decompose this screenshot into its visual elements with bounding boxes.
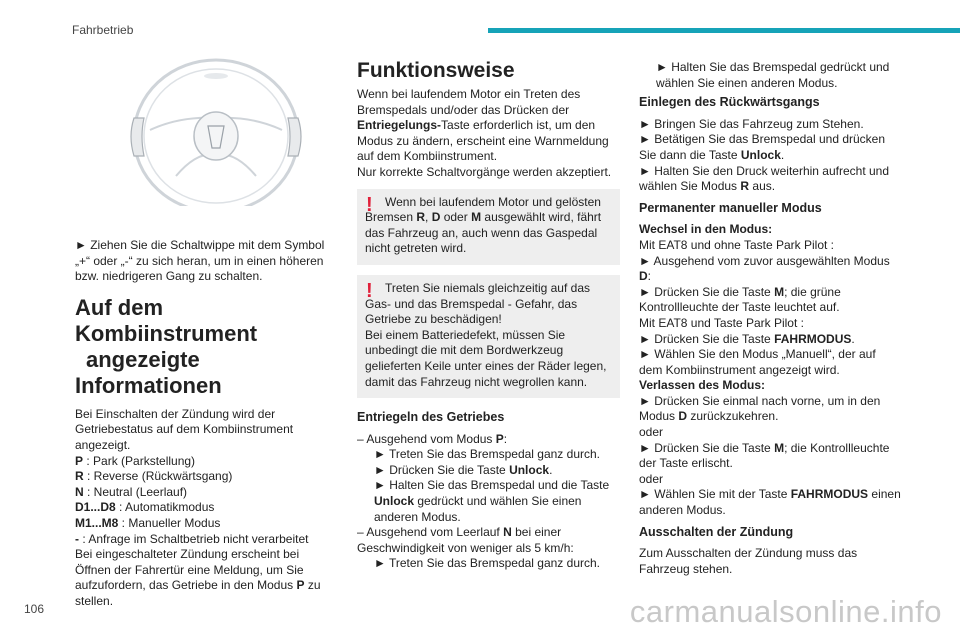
from-mode-p: – Ausgehend vom Modus P: bbox=[357, 431, 508, 446]
leave-step-3: ► Wählen Sie mit der Taste FAHRMODUS einen anderen Modus. bbox=[639, 487, 901, 518]
right-paddle bbox=[288, 118, 301, 156]
leave-label: Verlassen des Modus: bbox=[639, 378, 766, 393]
warning-box-2: ! Treten Sie niemals gleichzeitig auf das Gas- und das Bremspedal - Gefahr, das Getriebe zu beschädigen! Bei einem Batteriedefekt, müssen Sie unbedingt die mit dem Bordwerkzeug gelieferten Keile unter eines der Räder legen, damit das Fahrzeug nicht wegrollen kann. bbox=[357, 275, 620, 398]
watermark: carmanualsonline.info bbox=[629, 594, 942, 629]
heading-unlock-gearbox: Entriegeln des Getriebes bbox=[357, 410, 505, 425]
mode-item-dash: - : Anfrage im Schaltbetrieb nicht verarbeitet bbox=[75, 531, 309, 546]
or-text-1: oder bbox=[639, 425, 664, 440]
reverse-step-3: ► Halten Sie den Druck weiterhin aufrecht und wählen Sie Modus R aus. bbox=[639, 163, 890, 194]
manual-step-1: ► Ausgehend vom zuvor ausgewählten Modus D: bbox=[639, 253, 890, 284]
column-left bbox=[75, 238, 330, 610]
leave-step-2: ► Drücken Sie die Taste M; die Kontrollleuchte der Taste erlischt. bbox=[639, 440, 890, 471]
eat8-no-park: Mit EAT8 und ohne Taste Park Pilot : bbox=[639, 237, 834, 252]
eat8-park: Mit EAT8 und Taste Park Pilot : bbox=[639, 315, 804, 330]
left-paddle bbox=[131, 118, 144, 156]
heading-reverse: Einlegen des Rückwärtsgangs bbox=[639, 95, 820, 110]
or-text-2: oder bbox=[639, 471, 664, 486]
functionality-text: Wenn bei laufendem Motor ein Treten des Bremspedals und/oder das Drücken der Entriegelungs-Taste erforderlich ist, um den Modus zu ändern, erscheint eine Warnmeldung auf dem Kombiinstrument. Nur korrekte Schaltvorgänge werden akzeptiert. bbox=[357, 87, 612, 179]
column-right bbox=[639, 60, 901, 577]
reverse-step-2: ► Betätigen Sie das Bremspedal und drücken Sie dann die Taste Unlock. bbox=[639, 132, 886, 162]
steering-wheel-paddles-icon bbox=[120, 56, 320, 206]
switch-label: Wechsel in den Modus: bbox=[639, 222, 773, 237]
warning-box-1: ! Wenn bei laufendem Motor und gelösten Bremsen R, D oder M ausgewählt wird, fährt das Fahrzeug an, auch wenn das Gaspedal nicht getreten wird. bbox=[357, 189, 620, 265]
mode-item-d: D1...D8 : Automatikmodus bbox=[75, 500, 215, 515]
ignition-text: Zum Ausschalten der Zündung muss das Fahrzeug stehen. bbox=[639, 546, 858, 576]
mode-item-r: R : Reverse (Rückwärtsgang) bbox=[75, 469, 233, 484]
unlock-step-1: ► Treten Sie das Bremspedal ganz durch. bbox=[374, 447, 600, 462]
leave-step-1: ► Drücken Sie einmal nach vorne, um in den Modus D zurückzukehren. bbox=[639, 393, 881, 424]
manual-step-3: ► Drücken Sie die Taste FAHRMODUS. bbox=[639, 331, 855, 346]
unlock-step-2: ► Drücken Sie die Taste Unlock. bbox=[374, 462, 553, 477]
heading-dashboard-info: Auf dem Kombiinstrument angezeigte Informationen bbox=[75, 294, 258, 398]
heading-manual-mode: Permanenter manueller Modus bbox=[639, 200, 822, 215]
heading-functionality: Funktionsweise bbox=[357, 59, 515, 82]
paddle-instruction: ► Ziehen Sie die Schaltwippe mit dem Symbol „+“ oder „-“ zu sich heran, um in einen höheren bzw. niedrigeren Gang zu schalten. bbox=[75, 238, 325, 284]
section-title: Fahrbetrieb bbox=[72, 23, 134, 37]
manual-step-4: ► Wählen Sie den Modus „Manuell“, der auf dem Kombiinstrument angezeigt wird. bbox=[639, 347, 876, 377]
from-neutral: – Ausgehend vom Leerlauf N bei einer Geschwindigkeit von weniger als 5 km/h: bbox=[357, 525, 574, 555]
unlock-step-3: ► Halten Sie das Bremspedal und die Taste Unlock gedrückt und wählen Sie einen anderen Modus. bbox=[374, 478, 610, 524]
warning-icon: ! bbox=[366, 193, 373, 216]
dashboard-intro: Bei Einschalten der Zündung wird der Getriebestatus auf dem Kombiinstrument angezeigt. bbox=[75, 406, 294, 452]
unlock-step-4: ► Treten Sie das Bremspedal ganz durch. bbox=[374, 556, 600, 571]
continue-step: ► Halten Sie das Bremspedal gedrückt und wählen Sie einen anderen Modus. bbox=[656, 60, 890, 90]
reverse-step-1: ► Bringen Sie das Fahrzeug zum Stehen. bbox=[639, 116, 864, 131]
warning-icon: ! bbox=[366, 279, 373, 302]
door-message: Bei eingeschalteter Zündung erscheint bei Öffnen der Fahrertür eine Meldung, um Sie aufzufordern, das Getriebe in den Modus P zu stellen. bbox=[75, 547, 321, 608]
mode-item-p: P : Park (Parkstellung) bbox=[75, 453, 196, 468]
mode-item-m: M1...M8 : Manueller Modus bbox=[75, 515, 221, 530]
column-middle bbox=[357, 58, 620, 572]
header-accent-bar bbox=[488, 28, 960, 33]
page-number: 106 bbox=[24, 602, 45, 616]
wheel-hub bbox=[194, 112, 238, 160]
heading-ignition-off: Ausschalten der Zündung bbox=[639, 524, 794, 539]
mode-list bbox=[75, 454, 330, 548]
manual-step-2: ► Drücken Sie die Taste M; die grüne Kontrollleuchte der Taste leuchtet auf. bbox=[639, 284, 841, 315]
mode-item-n: N : Neutral (Leerlauf) bbox=[75, 484, 188, 499]
